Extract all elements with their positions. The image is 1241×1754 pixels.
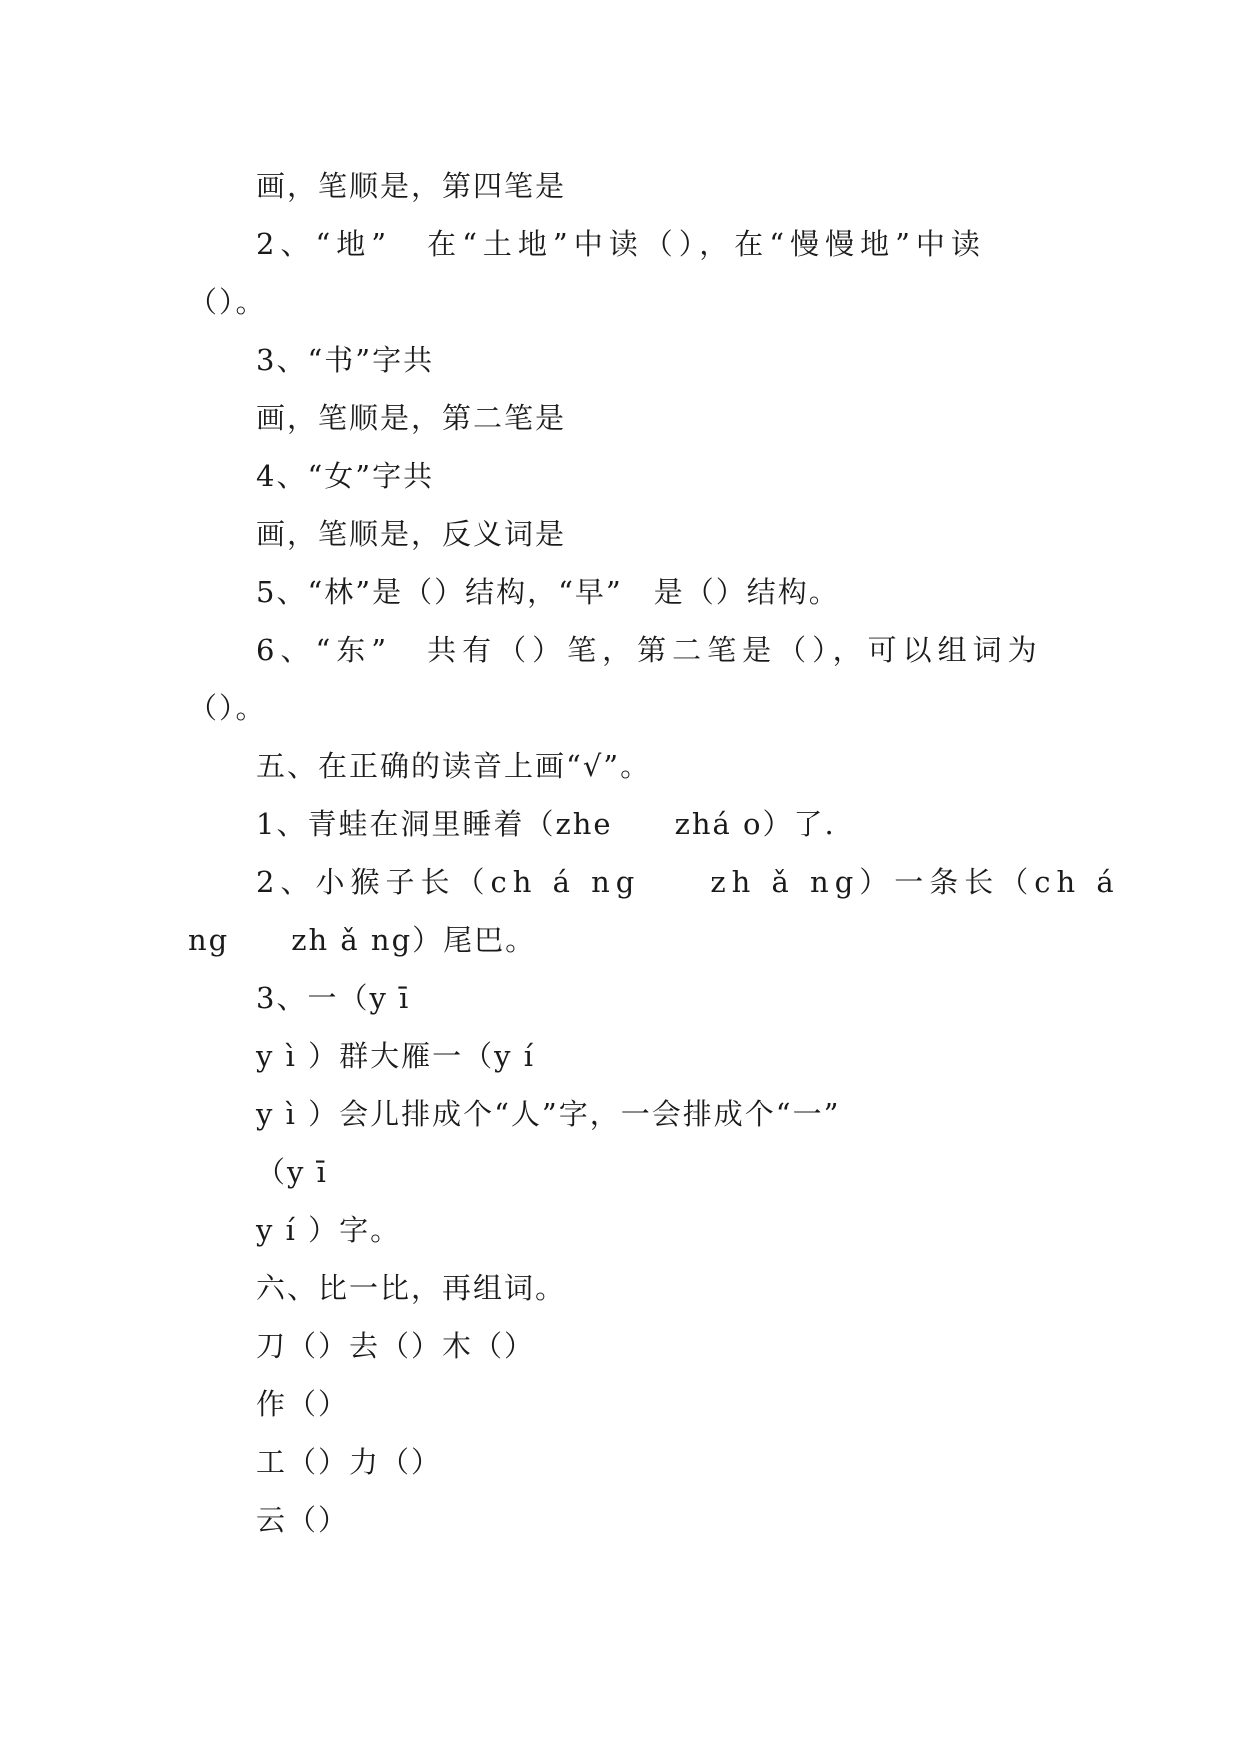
text-line-16: y ì ）群大雁一（y í (256, 1039, 535, 1073)
text-line-13: 2、小猴子长（ch á ng zh ǎ ng）一条长（ch á (256, 865, 1120, 899)
section-heading-6: 六、比一比，再组词。 (256, 1271, 567, 1305)
text-line-2: 2、“地” 在“土地”中读（），在“慢慢地”中读 (256, 227, 986, 261)
text-line-14: ng zh ǎ ng）尾巴。 (188, 923, 537, 957)
text-line-7: 画，笔顺是，反义词是 (256, 517, 567, 551)
text-line-15: 3、一（y ī (256, 981, 411, 1015)
text-line-5: 画，笔顺是，第二笔是 (256, 401, 567, 435)
text-line-8: 5、“林”是（）结构，“早” 是（）结构。 (256, 575, 840, 609)
text-line-23: 工（）力（） (256, 1445, 443, 1479)
text-line-1: 画，笔顺是，第四笔是 (256, 169, 567, 203)
text-line-22: 作（） (256, 1387, 350, 1421)
text-line-10: （）。 (188, 691, 267, 725)
text-line-19: y í ）字。 (256, 1213, 402, 1247)
text-line-17: y ì ）会儿排成个“人”字，一会排成个“一” (256, 1097, 841, 1131)
text-line-3: （）。 (188, 285, 267, 319)
section-heading-5: 五、在正确的读音上画“√”。 (256, 749, 652, 783)
text-line-4: 3、“书”字共 (256, 343, 435, 377)
text-line-18: （y ī (256, 1155, 328, 1189)
text-line-21: 刀（）去（）木（） (256, 1329, 536, 1363)
text-line-24: 云（） (256, 1503, 350, 1537)
text-line-6: 4、“女”字共 (256, 459, 435, 493)
text-line-9: 6、“东” 共有（）笔，第二笔是（），可以组词为 (256, 633, 1043, 667)
text-line-12: 1、青蛙在洞里睡着（zhe zhá o）了. (256, 807, 836, 841)
